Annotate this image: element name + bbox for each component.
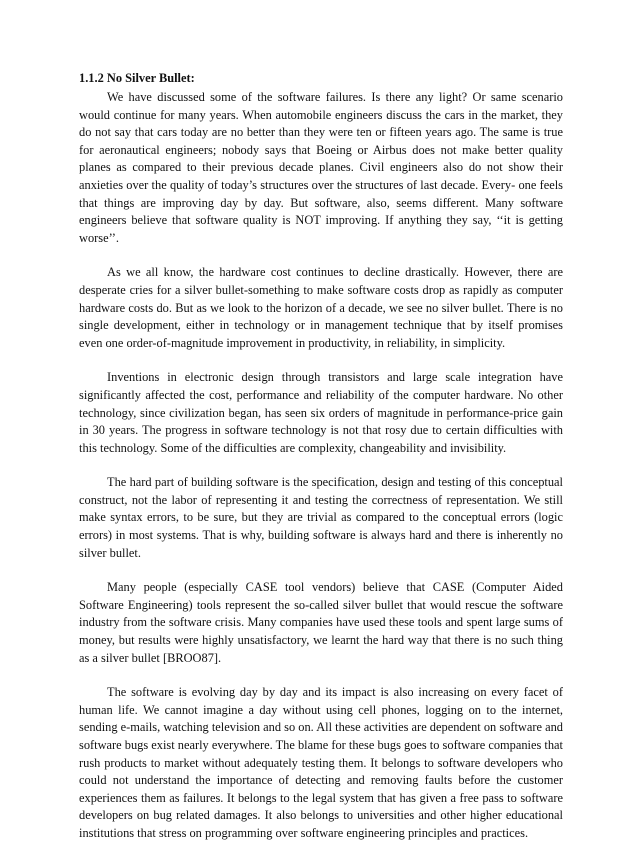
paragraph-1: We have discussed some of the software failures. Is there any light? Or same scenario would continue for many years. When automobile engineers discuss the cars in the market, they do not say that cars today are no better than they were ten or fifteen years ago. The same is true for aeronautical engineers; nobody says that Boeing or Airbus does not make better quality planes as compared to their previous decade planes. Civil engineers also do not show their anxieties over the quality of today’s structures over the structures of last decade. Every- one feels that things are improving day by day. But software, also, seems different. Many software engineers believe that software quality is NOT improving. If anything they say, ‘‘it is getting worse’’. bbox=[79, 90, 563, 245]
paragraph-4: The hard part of building software is the specification, design and testing of this conceptual construct, not the labor of representing it and testing the correctness of representation. We still make syntax errors, to be sure, but they are trivial as compared to the conceptual errors (logic errors) in most systems. That is why, building software is always hard and there is inherently no silver bullet. bbox=[79, 475, 563, 560]
paragraph-5: Many people (especially CASE tool vendors) believe that CASE (Computer Aided Software Engineering) tools represent the so-called silver bullet that would rescue the software industry from the software crisis. Many companies have used these tools and spent large sums of money, but results were highly unsatisfactory, we learnt the hard way that there is no such thing as a silver bullet [BROO87]. bbox=[79, 580, 563, 665]
paragraph-3: Inventions in electronic design through transistors and large scale integration have significantly affected the cost, performance and reliability of the computer hardware. No other technology, since civilization began, has seen six orders of magnitude in performance-price gain in 30 years. The progress in software technology is not that rosy due to certain difficulties with this technology. Some of the difficulties are complexity, changeability and invisibility. bbox=[79, 370, 563, 455]
paragraph-6: The software is evolving day by day and its impact is also increasing on every facet of human life. We cannot imagine a day without using cell phones, logging on to the internet, sending e-mails, watching television and so on. All these activities are dependent on software and software bugs exist nearly everywhere. The blame for these bugs goes to software companies that rush products to market without adequately testing them. It belongs to software developers who could not understand the importance of detecting and removing faults before the customer experiences them as failures. It belongs to the legal system that has given a free pass to software developers on bug related damages. It also belongs to universities and other higher educational institutions that stress on programming over software engineering principles and practices. bbox=[79, 685, 563, 840]
section-heading: 1.1.2 No Silver Bullet: bbox=[79, 71, 195, 85]
paragraph-2: As we all know, the hardware cost continues to decline drastically. However, there are desperate cries for a silver bullet-something to make software costs drop as rapidly as computer hardware costs do. But as we look to the horizon of a decade, we see no silver bullet. There is no single development, either in technology or in management technique that by itself promises even one order-of-magnitude improvement in productivity, in reliability, in simplicity. bbox=[79, 265, 563, 350]
document-page bbox=[79, 70, 563, 860]
